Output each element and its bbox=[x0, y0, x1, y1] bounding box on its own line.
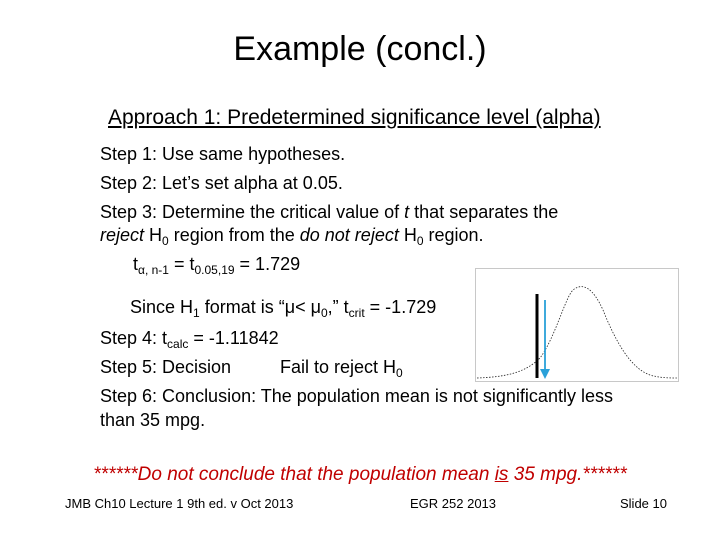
mu-subscript: 0 bbox=[320, 306, 328, 320]
step-2: Step 2: Let’s set alpha at 0.05. bbox=[100, 173, 343, 193]
step-3-text-a: Step 3: Determine the critical value of bbox=[100, 202, 405, 222]
h1-subscript: 1 bbox=[193, 306, 200, 320]
h-label: H bbox=[144, 225, 163, 245]
format-text: format is “μ< μ bbox=[199, 297, 321, 317]
step-5-decision bbox=[280, 357, 403, 378]
h-label-2: H bbox=[398, 225, 417, 245]
step-6-line-1: Step 6: Conclusion: The population mean is not significantly less bbox=[100, 386, 613, 406]
calc-subscript: calc bbox=[167, 337, 189, 351]
critical-value-equation bbox=[133, 254, 300, 275]
t-crit-text: ,” t bbox=[327, 297, 349, 317]
t-symbol: t bbox=[133, 254, 139, 274]
critical-result: = 1.729 bbox=[234, 254, 301, 274]
alpha-subscript: α, n-1 bbox=[138, 263, 169, 277]
since-line bbox=[130, 297, 436, 318]
footer-center: EGR 252 2013 bbox=[410, 496, 497, 511]
step-1: Step 1: Use same hypotheses. bbox=[100, 144, 346, 164]
t-symbol-2: t bbox=[189, 254, 195, 274]
since-text: Since H bbox=[130, 297, 194, 317]
slide-title: Example (concl.) bbox=[233, 30, 487, 68]
h-subscript-2: 0 bbox=[416, 234, 424, 248]
decision-text: Fail to reject H bbox=[280, 357, 397, 377]
warning-text-a: ******Do not conclude that the population mean bbox=[93, 464, 495, 485]
step-3-line-1 bbox=[100, 202, 558, 223]
region-end: region. bbox=[423, 225, 484, 245]
footer-slide-number: Slide 10 bbox=[620, 496, 667, 511]
table-subscript: 0.05,19 bbox=[194, 263, 235, 277]
reject-word: reject bbox=[100, 225, 145, 245]
decision-subscript: 0 bbox=[396, 366, 403, 380]
t-crit-value: = -1.729 bbox=[364, 297, 437, 317]
slide-subtitle: Approach 1: Predetermined significance level (alpha) bbox=[108, 106, 601, 129]
step-4 bbox=[100, 328, 279, 349]
do-not-reject-words: do not reject bbox=[299, 225, 399, 245]
warning-note bbox=[0, 464, 720, 486]
region-text: region from the bbox=[168, 225, 300, 245]
step-5-label: Step 5: Decision bbox=[100, 357, 232, 377]
footer-left: JMB Ch10 Lecture 1 9th ed. v Oct 2013 bbox=[65, 496, 294, 511]
step-3-line-2 bbox=[100, 225, 484, 246]
h-subscript: 0 bbox=[162, 234, 169, 248]
t-distribution-figure bbox=[475, 268, 679, 382]
warning-is-underlined: is bbox=[494, 464, 509, 485]
warning-text-b: 35 mpg.****** bbox=[508, 464, 627, 485]
step-4-label: Step 4: t bbox=[100, 328, 168, 348]
step-3-text-b: that separates the bbox=[409, 202, 559, 222]
figure-border bbox=[476, 269, 679, 382]
step-4-value: = -1.11842 bbox=[188, 328, 279, 348]
step-3-var-t: t bbox=[404, 202, 410, 222]
equals-sign: = bbox=[168, 254, 190, 274]
crit-subscript: crit bbox=[348, 306, 365, 320]
step-6-line-2: than 35 mpg. bbox=[100, 410, 206, 430]
